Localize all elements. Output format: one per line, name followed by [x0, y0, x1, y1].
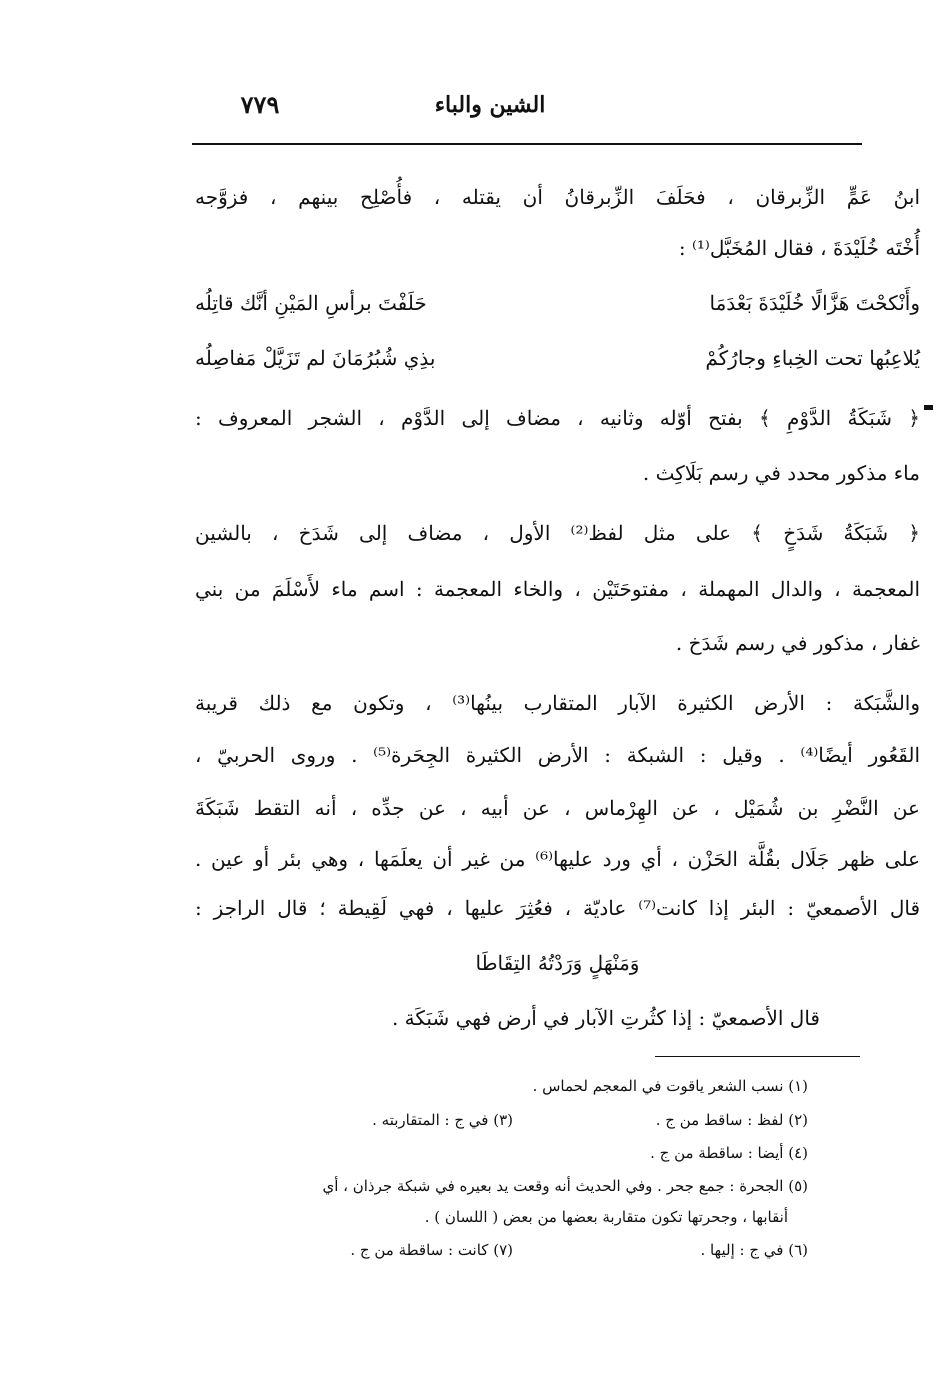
footnote: (٦) في ج : إليها .: [700, 1241, 808, 1259]
entry-heading-line: ﴿ شَبَكَةُ شَدَخٍ ﴾ على مثل لفظ⁽²⁾ الأول ، مضاف إلى شَدَخ ، بالشين: [195, 521, 920, 545]
text-line: عن النَّضْرِ بن شُمَيْل ، عن الهِرْماس ، عن أبيه ، عن جدِّه ، أنه التقط شَبَكَةَ: [195, 796, 920, 820]
header-rule: [192, 143, 862, 145]
poem-verse: [195, 345, 920, 371]
text-line: قال الأصمعيّ : البئر إذا كانت⁽⁷⁾ عاديّة ، فعُثِرَ عليها ، فهي لَقِيطة ؛ قال الراجز :: [195, 896, 921, 920]
footnote: (١) نسب الشعر ياقوت في المعجم لحماس .: [532, 1077, 808, 1095]
footnote-rule: [655, 1056, 860, 1057]
entry-heading-line: ﴿ شَبَكَةُ الدَّوْمِ ﴾ بفتح أوّله وثانيه ، مضاف إلى الدَّوْم ، الشجر المعروف :: [195, 406, 920, 430]
text-line: ماء مذكور محدد في رسم بَلَاكِث .: [642, 461, 920, 485]
margin-mark: [924, 405, 933, 410]
text-line: غفار ، مذكور في رسم شَدَخ .: [675, 631, 920, 655]
footnote-continuation: أنقابها ، وجحرتها تكون متقاربة بعضها من بعض ( اللسان ) .: [424, 1208, 788, 1226]
poem-verse: [195, 290, 920, 316]
verse-hemistich-first: يُلاعِبُها تحت الخِباءِ وجارُكُمْ: [705, 346, 920, 370]
text-line: القَعُور أيضًا⁽⁴⁾ . وقيل : الشبكة : الأرض الكثيرة الجِحَرة⁽⁵⁾ . وروى الحربيّ ،: [195, 743, 920, 767]
rajaz-verse: وَمَنْهَلٍ وَرَدْتُهُ التِقَاطَا: [475, 951, 640, 975]
verse-hemistich-first: وأَنْكحْتَ هَزَّالًا خُلَيْدَةَ بَعْدَمَا: [709, 291, 920, 315]
page-number: ٧٧٩: [240, 90, 280, 119]
text-line: أُخْتَه خُلَيْدَةَ ، فقال المُخَبَّل⁽¹⁾ :: [678, 236, 920, 260]
footnote: (٣) في ج : المتقاربته .: [372, 1111, 513, 1129]
footnote: (٤) أيضا : ساقطة من ج .: [650, 1144, 808, 1162]
text-line: ابنُ عَمٍّ الزِّبرقان ، فحَلَفَ الزِّبرقانُ أن يقتله ، فأُصْلِح بينهم ، فزوَّجه: [195, 185, 920, 209]
verse-hemistich-second: حَلَفْتَ برأسِ المَيْنِ أنَّك قاتِلُه: [195, 291, 427, 315]
running-title: الشين والباء: [434, 92, 546, 118]
verse-hemistich-second: بذِي شُبُرُمَانَ لم تَزَيَّلْ مَفاصِلُه: [195, 346, 436, 370]
footnote: (٥) الجحرة : جمع جحر . وفي الحديث أنه وقعت يد بعيره في شبكة جرذان ، أي: [322, 1177, 808, 1195]
text-line: والشَّبَكة : الأرض الكثيرة الآبار المتقارب بينُها⁽³⁾ ، وتكون مع ذلك قريبة: [195, 691, 921, 715]
text-line: على ظهر جَلَال بقُلَّة الحَزْن ، أي ورد عليها⁽⁶⁾ من غير أن يعلَمَها ، وهي بئر أو عين .: [195, 847, 921, 871]
text-line: قال الأصمعيّ : إذا كثُرتِ الآبار في أرض فهي شَبَكَة .: [391, 1006, 820, 1030]
footnote: (٢) لفظ : ساقط من ج .: [655, 1111, 808, 1129]
footnote: (٧) كانت : ساقطة من ج .: [350, 1241, 513, 1259]
text-line: المعجمة ، والدال المهملة ، مفتوحَتَيْن ، والخاء المعجمة : اسم ماء لأَسْلَمَ من بني: [195, 577, 920, 601]
